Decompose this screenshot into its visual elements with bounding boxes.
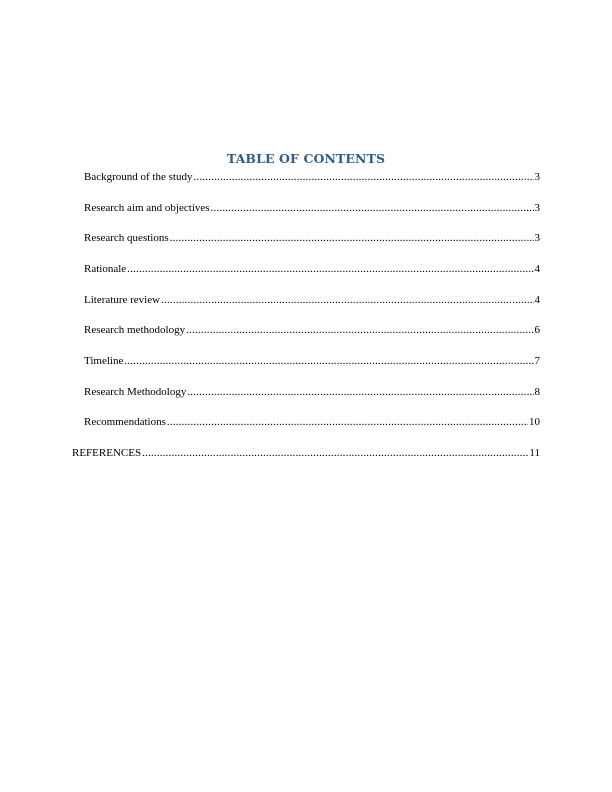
toc-entry-page: 4 bbox=[534, 263, 540, 275]
toc-entry-label: REFERENCES bbox=[72, 447, 142, 459]
toc-entry-page: 6 bbox=[534, 324, 540, 336]
toc-entry-page: 8 bbox=[534, 386, 540, 398]
toc-entry-label: Research aim and objectives bbox=[84, 202, 210, 214]
toc-dot-leader bbox=[193, 171, 533, 184]
toc-entry-page: 3 bbox=[534, 202, 540, 214]
toc-entry-label: Research methodology bbox=[84, 324, 186, 336]
toc-entry-label: Research Methodology bbox=[84, 386, 187, 398]
toc-entry-page: 7 bbox=[534, 355, 540, 367]
toc-dot-leader bbox=[127, 263, 533, 276]
toc-entry-page: 3 bbox=[534, 171, 540, 183]
toc-entry[interactable] bbox=[84, 294, 540, 307]
toc-entry-label: Literature review bbox=[84, 294, 161, 306]
toc-entry-page: 3 bbox=[534, 232, 540, 244]
toc-entry[interactable] bbox=[84, 202, 540, 215]
toc-entry[interactable] bbox=[84, 386, 540, 399]
toc-dot-leader bbox=[187, 386, 533, 399]
toc-entry-label: Recommendations bbox=[84, 416, 166, 428]
toc-dot-leader bbox=[170, 232, 534, 245]
toc-entry-references[interactable] bbox=[72, 447, 540, 460]
toc-entry[interactable] bbox=[84, 263, 540, 276]
toc-entry[interactable] bbox=[84, 355, 540, 368]
toc-dot-leader bbox=[124, 355, 533, 368]
toc-entry-page: 10 bbox=[529, 416, 540, 428]
toc-entry-page: 4 bbox=[534, 294, 540, 306]
toc-entry-label: Background of the study bbox=[84, 171, 193, 183]
toc-entry-page: 11 bbox=[529, 447, 540, 459]
toc-title: TABLE OF CONTENTS bbox=[226, 151, 386, 166]
toc-entry-label: Research questions bbox=[84, 232, 169, 244]
toc-entry[interactable] bbox=[84, 171, 540, 184]
toc-dot-leader bbox=[211, 202, 534, 215]
toc-entry-label: Timeline bbox=[84, 355, 124, 367]
toc-entry[interactable] bbox=[84, 416, 540, 429]
toc-dot-leader bbox=[167, 416, 528, 429]
toc-entry[interactable] bbox=[84, 232, 540, 245]
toc-dot-leader bbox=[142, 447, 528, 460]
toc-dot-leader bbox=[186, 324, 533, 337]
toc-entry[interactable] bbox=[84, 324, 540, 337]
toc-dot-leader bbox=[161, 294, 533, 307]
toc-entry-label: Rationale bbox=[84, 263, 127, 275]
